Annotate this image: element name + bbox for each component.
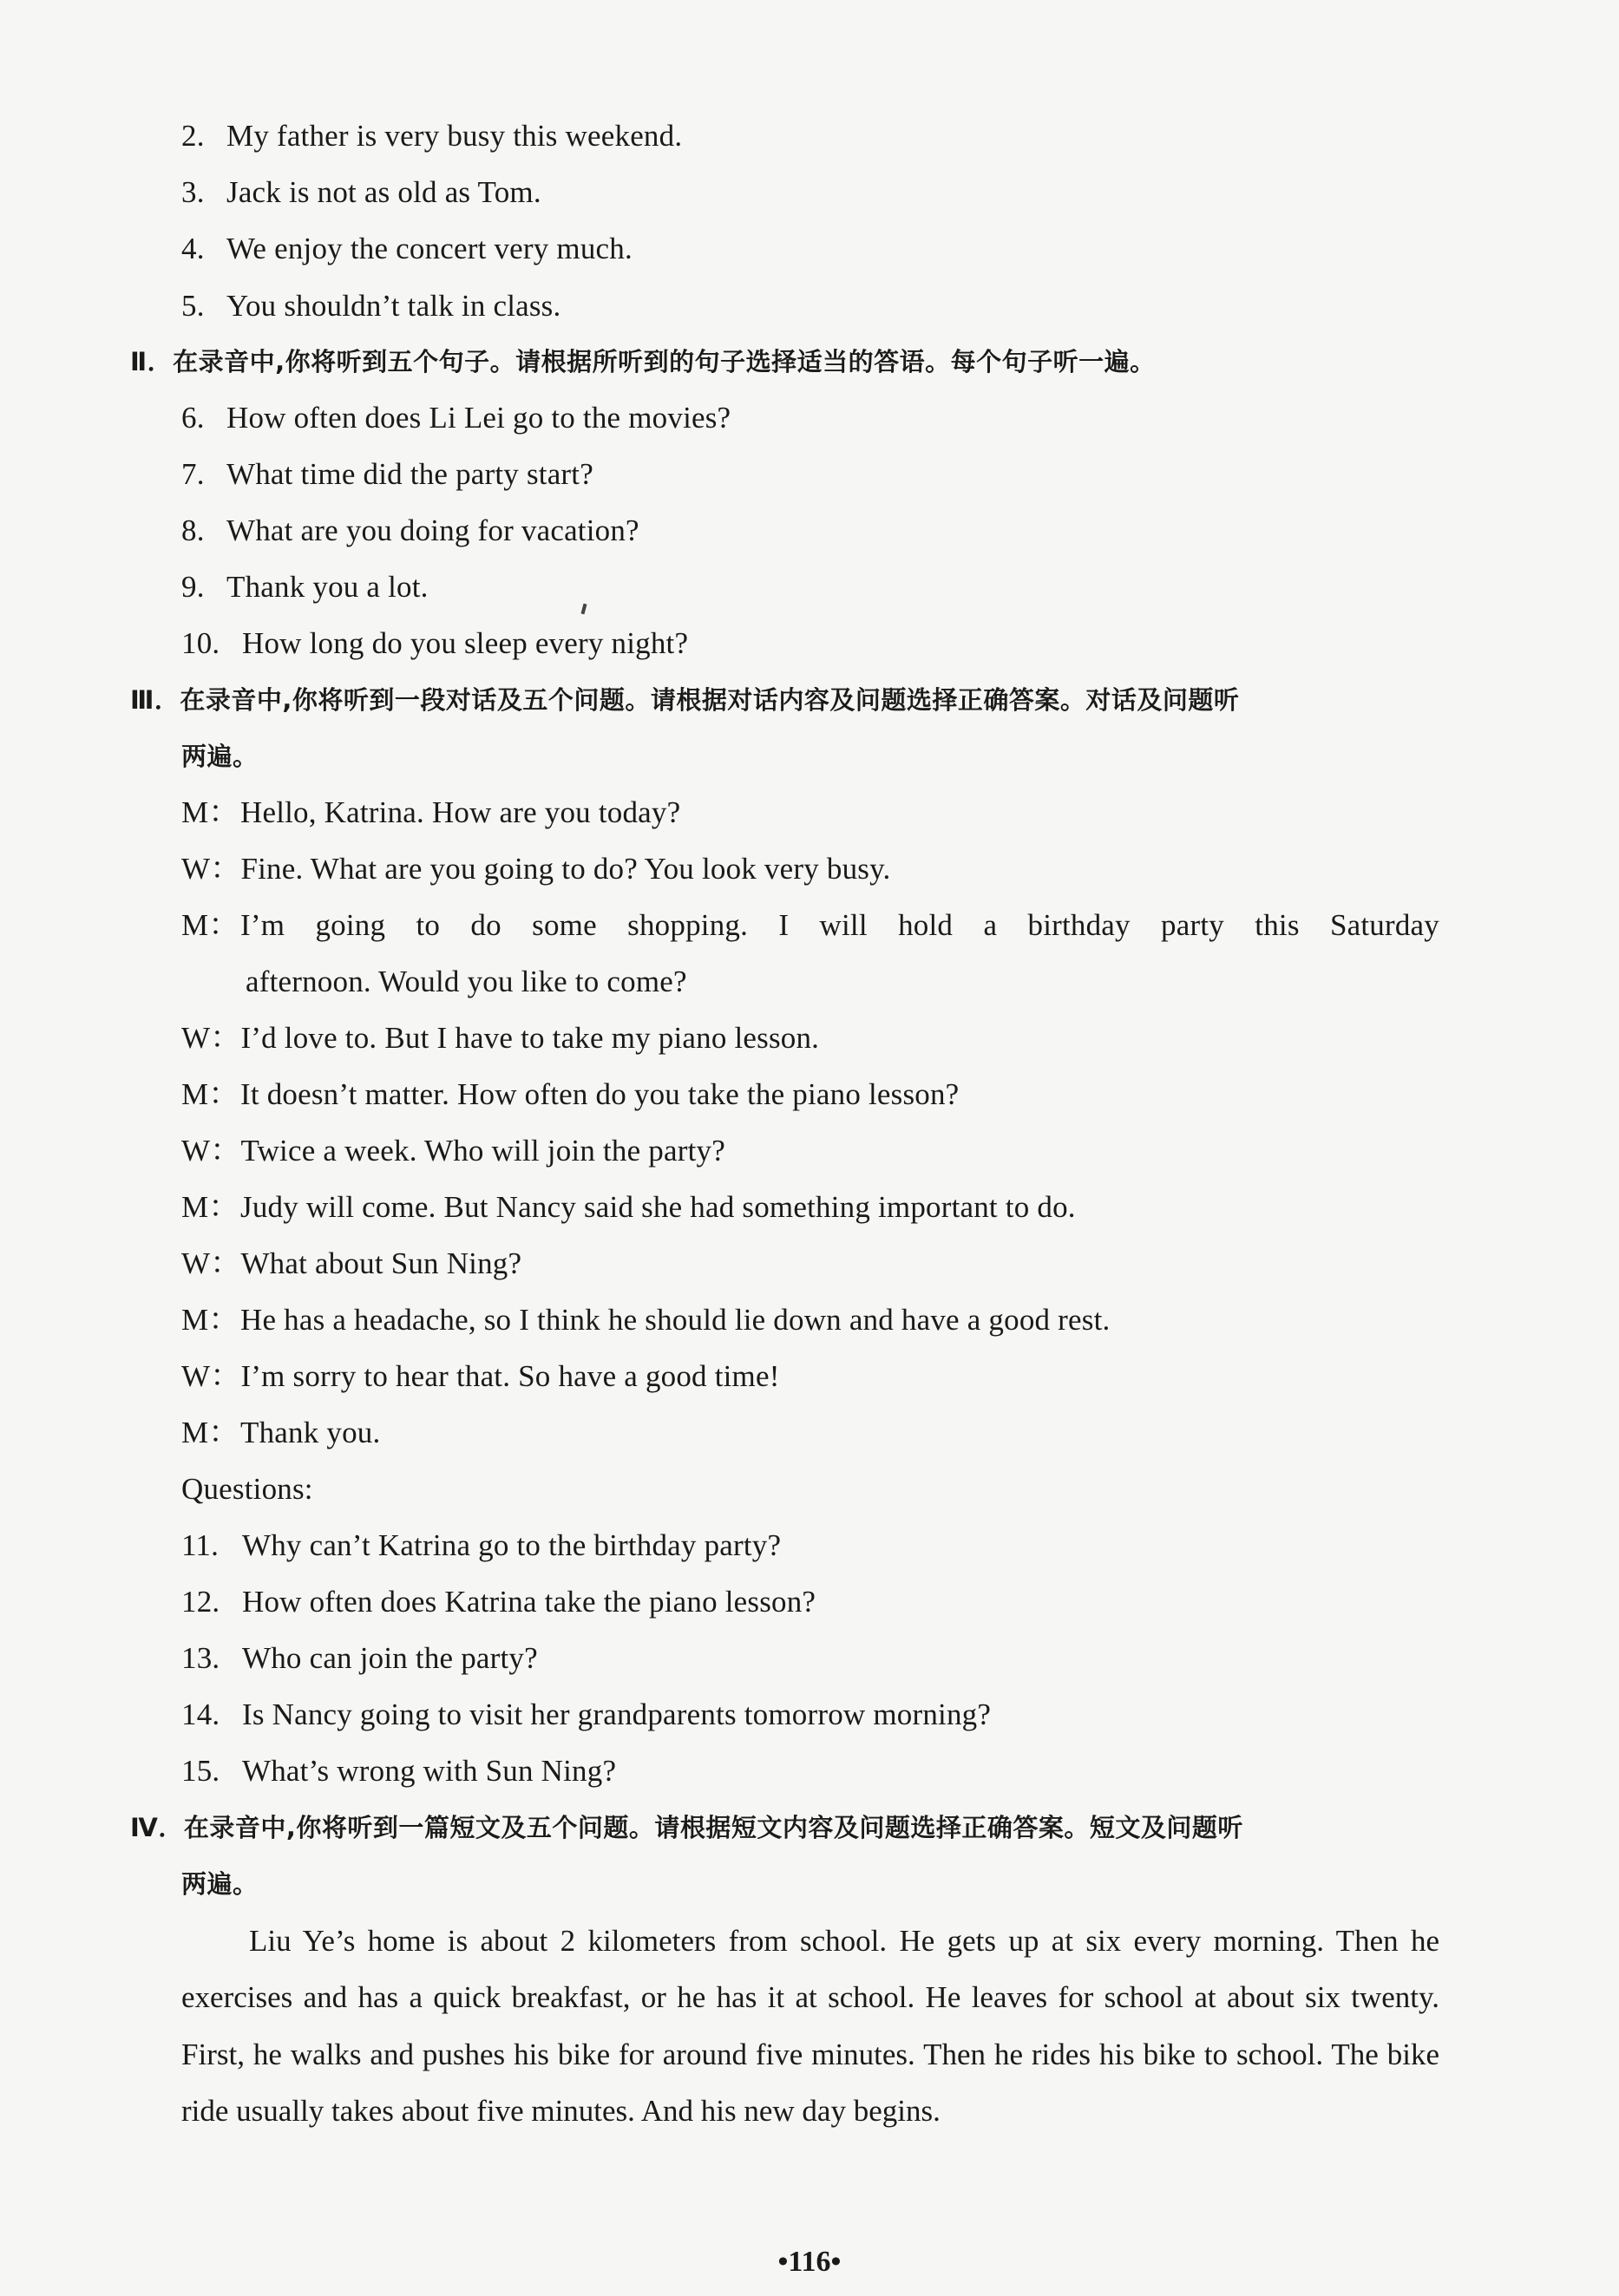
item-number: 12. — [181, 1585, 220, 1619]
stray-mark — [581, 604, 587, 615]
item-number: 3. — [181, 175, 205, 209]
dialogue-line — [181, 906, 1439, 945]
item-number: 15. — [181, 1754, 220, 1788]
list-item — [181, 625, 688, 663]
item-text: My father is very busy this weekend. — [226, 119, 683, 153]
speaker-label: M： — [181, 795, 239, 829]
dialogue-line — [181, 794, 680, 832]
dialogue-text: Thank you. — [240, 1416, 381, 1449]
speaker-label: W： — [181, 1359, 241, 1393]
list-item — [181, 230, 633, 268]
list-item — [181, 1583, 816, 1621]
list-item — [181, 173, 541, 212]
speaker-label: M： — [181, 1190, 239, 1224]
item-number: 13. — [181, 1641, 220, 1675]
speaker-label: W： — [181, 1246, 241, 1280]
dialogue-text: What about Sun Ning? — [240, 1246, 522, 1280]
list-item — [181, 287, 560, 325]
dialogue-text: Hello, Katrina. How are you today? — [240, 795, 681, 829]
dialogue-line — [181, 850, 890, 888]
item-text: Jack is not as old as Tom. — [226, 175, 541, 209]
speaker-label: W： — [181, 1021, 241, 1055]
dialogue-line — [181, 1357, 780, 1396]
item-number: 2. — [181, 119, 205, 153]
item-number: 9. — [181, 570, 205, 604]
dialogue-line — [181, 1414, 380, 1452]
item-number: 6. — [181, 401, 205, 435]
item-text: What are you doing for vacation? — [226, 513, 639, 547]
item-number: 5. — [181, 289, 205, 323]
dialogue-line — [181, 1188, 1076, 1226]
dialogue-text: I’m going to do some shopping. I will hold a birthday party this Saturday — [240, 908, 1439, 942]
speaker-label: W： — [181, 852, 241, 886]
list-item — [181, 1527, 781, 1565]
passage-text: Liu Ye’s home is about 2 kilometers from school. He gets up at six every morning. Then he exercises and has a quick breakfast, or he has it at school. He leaves for school at about six twenty. First, he walks and pushes his bike for around five minutes. Then he rides his bike to school. The bike ride usually takes about five minutes. And his new day begins. — [181, 1924, 1439, 2129]
passage-paragraph — [181, 1913, 1439, 2140]
list-item — [181, 1696, 991, 1734]
item-number: 11. — [181, 1528, 220, 1562]
dialogue-line — [181, 1301, 1110, 1339]
item-text: What’s wrong with Sun Ning? — [242, 1754, 617, 1788]
section-3-heading: Ⅲ．在录音中,你将听到一段对话及五个问题。请根据对话内容及问题选择正确答案。对话及问题听 — [130, 685, 1240, 715]
item-number: 7. — [181, 457, 205, 491]
dialogue-text: Twice a week. Who will join the party? — [240, 1134, 725, 1168]
section-4-heading: Ⅳ．在录音中,你将听到一篇短文及五个问题。请根据短文内容及问题选择正确答案。短文及问题听 — [130, 1813, 1243, 1842]
dialogue-text: It doesn’t matter. How often do you take the piano lesson? — [240, 1077, 960, 1111]
speaker-label: M： — [181, 1077, 239, 1111]
dialogue-text: He has a headache, so I think he should lie down and have a good rest. — [240, 1303, 1111, 1337]
list-item — [181, 1639, 538, 1678]
dialogue-continuation: afternoon. Would you like to come? — [246, 965, 687, 998]
dialogue-text: Judy will come. But Nancy said she had something important to do. — [240, 1190, 1076, 1224]
page-number: •116• — [777, 2246, 842, 2278]
speaker-label: M： — [181, 1303, 239, 1337]
speaker-label: M： — [181, 908, 239, 942]
item-number: 8. — [181, 513, 205, 547]
section-4-heading-cont: 两遍。 — [181, 1869, 259, 1899]
item-text: We enjoy the concert very much. — [226, 232, 633, 265]
dialogue-text: I’m sorry to hear that. So have a good time! — [240, 1359, 780, 1393]
item-text: Is Nancy going to visit her grandparents tomorrow morning? — [242, 1697, 992, 1731]
item-text: How long do you sleep every night? — [242, 626, 689, 660]
item-number: 14. — [181, 1697, 220, 1731]
section-2-heading: Ⅱ．在录音中,你将听到五个句子。请根据所听到的句子选择适当的答语。每个句子听一遍。 — [130, 347, 1156, 376]
item-text: Who can join the party? — [242, 1641, 538, 1675]
dialogue-line — [181, 1019, 819, 1057]
list-item — [181, 1752, 616, 1790]
section-3-heading-cont: 两遍。 — [181, 742, 259, 771]
dialogue-text: Fine. What are you going to do? You look very busy. — [240, 852, 891, 886]
dialogue-text: I’d love to. But I have to take my piano lesson. — [240, 1021, 820, 1055]
item-number: 4. — [181, 232, 205, 265]
list-item — [181, 568, 429, 606]
item-text: How often does Li Lei go to the movies? — [226, 401, 731, 435]
item-text: What time did the party start? — [226, 457, 593, 491]
item-text: You shouldn’t talk in class. — [226, 289, 561, 323]
item-text: Why can’t Katrina go to the birthday party? — [242, 1528, 782, 1562]
speaker-label: W： — [181, 1134, 241, 1168]
item-text: Thank you a lot. — [226, 570, 429, 604]
dialogue-line — [181, 1076, 959, 1114]
dialogue-line — [181, 1245, 521, 1283]
speaker-label: M： — [181, 1416, 239, 1449]
list-item — [181, 512, 639, 550]
item-text: How often does Katrina take the piano lesson? — [242, 1585, 816, 1619]
list-item — [181, 399, 731, 437]
list-item — [181, 117, 682, 155]
list-item — [181, 455, 593, 494]
dialogue-line — [181, 1132, 725, 1170]
questions-label: Questions: — [181, 1472, 313, 1506]
item-number: 10. — [181, 626, 220, 660]
